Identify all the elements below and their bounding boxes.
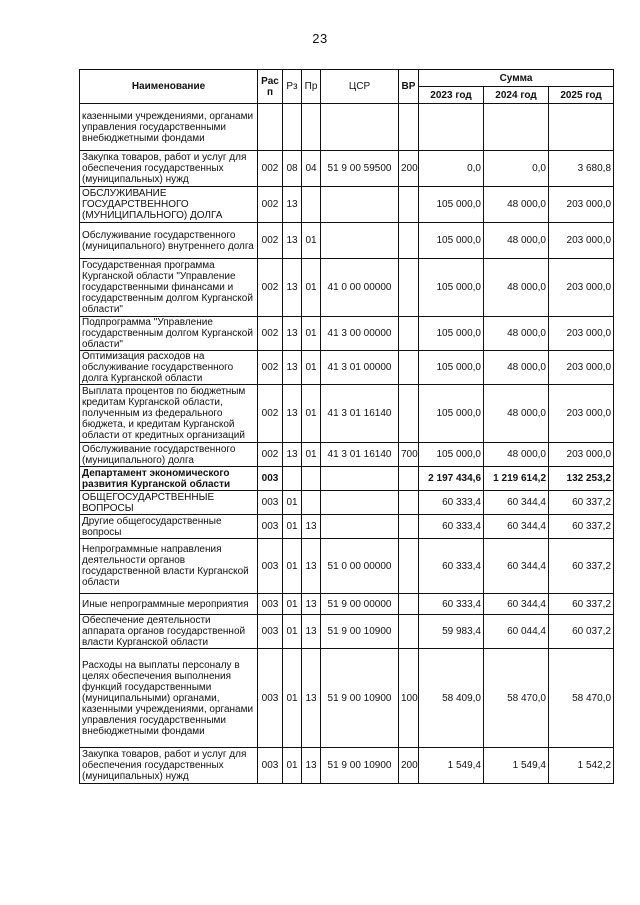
cell-name: Обслуживание государственного (муниципального) долга: [80, 443, 258, 467]
col-header-pr: Пр: [302, 70, 321, 104]
cell-y2023: 60 333,4: [419, 515, 484, 539]
table-row: [80, 539, 614, 594]
budget-table: [79, 69, 614, 784]
cell-name: казенными учреждениями, органами управления государственными внебюджетными фондами: [80, 104, 258, 151]
cell-y2025: 203 000,0: [549, 259, 614, 317]
cell-vr: [399, 594, 419, 615]
cell-csr: 51 9 00 10900: [321, 615, 399, 649]
cell-csr: 51 9 00 59500: [321, 151, 399, 187]
cell-rz: 13: [283, 351, 302, 385]
cell-y2024: 48 000,0: [484, 187, 549, 223]
col-header-ras: Рас п: [258, 70, 283, 104]
cell-ras: 002: [258, 187, 283, 223]
cell-rz: 01: [283, 748, 302, 784]
cell-y2025: 58 470,0: [549, 649, 614, 748]
cell-name: Иные непрограммные мероприятия: [80, 594, 258, 615]
cell-name: Расходы на выплаты персоналу в целях обеспечения выполнения функций государственными (муниципальными) органами, казенными учреждениями, органами управления государственными внебюджетными фондами: [80, 649, 258, 748]
cell-pr: 01: [302, 317, 321, 351]
cell-name: Другие общегосударственные вопросы: [80, 515, 258, 539]
cell-csr: [321, 467, 399, 491]
cell-pr: 13: [302, 748, 321, 784]
cell-y2025: 1 542,2: [549, 748, 614, 784]
cell-y2025: 60 337,2: [549, 539, 614, 594]
cell-y2025: 132 253,2: [549, 467, 614, 491]
cell-y2023: 105 000,0: [419, 187, 484, 223]
table-row: [80, 467, 614, 491]
cell-vr: [399, 539, 419, 594]
cell-y2023: 105 000,0: [419, 385, 484, 443]
cell-pr: 13: [302, 594, 321, 615]
cell-pr: 13: [302, 515, 321, 539]
cell-csr: [321, 491, 399, 515]
cell-y2025: 203 000,0: [549, 443, 614, 467]
col-header-2025: 2025 год: [549, 87, 614, 104]
cell-pr: 13: [302, 615, 321, 649]
cell-csr: 51 9 00 00000: [321, 594, 399, 615]
cell-y2023: 105 000,0: [419, 223, 484, 259]
cell-y2025: 60 037,2: [549, 615, 614, 649]
cell-y2025: 3 680,8: [549, 151, 614, 187]
table-row: [80, 187, 614, 223]
cell-ras: 003: [258, 467, 283, 491]
cell-y2023: 60 333,4: [419, 594, 484, 615]
table-row: [80, 748, 614, 784]
cell-vr: [399, 515, 419, 539]
cell-csr: 51 9 00 10900: [321, 748, 399, 784]
cell-y2024: 60 044,4: [484, 615, 549, 649]
cell-rz: 13: [283, 385, 302, 443]
cell-y2024: 60 344,4: [484, 594, 549, 615]
cell-csr: 41 3 01 16140: [321, 385, 399, 443]
col-header-vr: ВР: [399, 70, 419, 104]
cell-csr: 51 9 00 10900: [321, 649, 399, 748]
cell-y2024: 48 000,0: [484, 259, 549, 317]
cell-name: Закупка товаров, работ и услуг для обеспечения государственных (муниципальных) нужд: [80, 748, 258, 784]
table-row: [80, 259, 614, 317]
cell-ras: 002: [258, 385, 283, 443]
cell-rz: 13: [283, 223, 302, 259]
cell-csr: [321, 187, 399, 223]
cell-vr: [399, 351, 419, 385]
cell-csr: [321, 104, 399, 151]
cell-ras: 003: [258, 539, 283, 594]
cell-y2024: 60 344,4: [484, 539, 549, 594]
cell-csr: [321, 223, 399, 259]
cell-y2023: 58 409,0: [419, 649, 484, 748]
cell-vr: [399, 491, 419, 515]
cell-rz: 01: [283, 649, 302, 748]
cell-y2025: 203 000,0: [549, 223, 614, 259]
cell-vr: [399, 615, 419, 649]
col-header-csr: ЦСР: [321, 70, 399, 104]
cell-csr: 41 3 01 00000: [321, 351, 399, 385]
cell-ras: 003: [258, 594, 283, 615]
cell-name: Непрограммные направления деятельности органов государственной власти Курганской области: [80, 539, 258, 594]
cell-rz: 08: [283, 151, 302, 187]
cell-y2025: 60 337,2: [549, 515, 614, 539]
table-row: [80, 515, 614, 539]
cell-name: Обслуживание государственного (муниципального) внутреннего долга: [80, 223, 258, 259]
cell-y2025: 60 337,2: [549, 491, 614, 515]
table-row: [80, 223, 614, 259]
cell-csr: 41 3 00 00000: [321, 317, 399, 351]
cell-name: Государственная программа Курганской области "Управление государственными финансами и государственным долгом Курганской области": [80, 259, 258, 317]
col-header-2024: 2024 год: [484, 87, 549, 104]
table-row: [80, 649, 614, 748]
cell-pr: [302, 491, 321, 515]
cell-y2025: 60 337,2: [549, 594, 614, 615]
cell-name: Обеспечение деятельности аппарата органов государственной власти Курганской области: [80, 615, 258, 649]
cell-csr: 41 0 00 00000: [321, 259, 399, 317]
cell-vr: 200: [399, 151, 419, 187]
table-row: [80, 491, 614, 515]
cell-name: Закупка товаров, работ и услуг для обеспечения государственных (муниципальных) нужд: [80, 151, 258, 187]
table-row: [80, 351, 614, 385]
cell-rz: 13: [283, 317, 302, 351]
table-row: [80, 443, 614, 467]
cell-ras: [258, 104, 283, 151]
cell-vr: 700: [399, 443, 419, 467]
cell-rz: 01: [283, 594, 302, 615]
header-row: [80, 70, 614, 87]
cell-pr: 01: [302, 385, 321, 443]
cell-pr: 04: [302, 151, 321, 187]
cell-vr: [399, 259, 419, 317]
table-row: [80, 151, 614, 187]
cell-ras: 002: [258, 443, 283, 467]
cell-rz: 01: [283, 515, 302, 539]
cell-vr: [399, 104, 419, 151]
cell-y2024: 60 344,4: [484, 515, 549, 539]
cell-name: Департамент экономического развития Курганской области: [80, 467, 258, 491]
cell-y2024: 48 000,0: [484, 223, 549, 259]
cell-y2024: 48 000,0: [484, 317, 549, 351]
cell-pr: 13: [302, 539, 321, 594]
cell-vr: [399, 385, 419, 443]
col-header-rz: Рз: [283, 70, 302, 104]
cell-y2023: [419, 104, 484, 151]
cell-y2023: 2 197 434,6: [419, 467, 484, 491]
cell-y2023: 59 983,4: [419, 615, 484, 649]
cell-y2024: 0,0: [484, 151, 549, 187]
cell-y2023: 105 000,0: [419, 351, 484, 385]
cell-vr: [399, 467, 419, 491]
cell-ras: 002: [258, 259, 283, 317]
cell-name: Оптимизация расходов на обслуживание государственного долга Курганской области: [80, 351, 258, 385]
cell-rz: 01: [283, 491, 302, 515]
cell-csr: 51 0 00 00000: [321, 539, 399, 594]
cell-pr: [302, 104, 321, 151]
cell-rz: 13: [283, 443, 302, 467]
cell-ras: 003: [258, 515, 283, 539]
cell-rz: [283, 467, 302, 491]
cell-vr: 100: [399, 649, 419, 748]
cell-vr: [399, 317, 419, 351]
cell-y2024: 48 000,0: [484, 351, 549, 385]
cell-ras: 003: [258, 748, 283, 784]
cell-y2024: 48 000,0: [484, 443, 549, 467]
cell-name: Выплата процентов по бюджетным кредитам Курганской области, полученным из федерального бюджета, и кредитам Курганской области от кредитных организаций: [80, 385, 258, 443]
cell-y2024: 60 344,4: [484, 491, 549, 515]
cell-y2025: 203 000,0: [549, 187, 614, 223]
cell-ras: 003: [258, 649, 283, 748]
cell-name: ОБСЛУЖИВАНИЕ ГОСУДАРСТВЕННОГО (МУНИЦИПАЛЬНОГО) ДОЛГА: [80, 187, 258, 223]
cell-vr: 200: [399, 748, 419, 784]
cell-name: ОБЩЕГОСУДАРСТВЕННЫЕ ВОПРОСЫ: [80, 491, 258, 515]
cell-y2025: 203 000,0: [549, 317, 614, 351]
col-header-2023: 2023 год: [419, 87, 484, 104]
cell-pr: 01: [302, 259, 321, 317]
cell-pr: 01: [302, 351, 321, 385]
cell-pr: 01: [302, 443, 321, 467]
cell-ras: 003: [258, 615, 283, 649]
table-row: [80, 615, 614, 649]
cell-y2024: 1 549,4: [484, 748, 549, 784]
cell-y2023: 105 000,0: [419, 443, 484, 467]
cell-y2025: 203 000,0: [549, 385, 614, 443]
page-number: 23: [312, 31, 328, 46]
cell-y2023: 105 000,0: [419, 317, 484, 351]
cell-ras: 002: [258, 317, 283, 351]
table-row: [80, 104, 614, 151]
cell-ras: 002: [258, 151, 283, 187]
cell-y2024: [484, 104, 549, 151]
table-row: [80, 385, 614, 443]
cell-ras: 002: [258, 351, 283, 385]
cell-y2024: 48 000,0: [484, 385, 549, 443]
cell-vr: [399, 223, 419, 259]
cell-pr: 01: [302, 223, 321, 259]
cell-y2023: 1 549,4: [419, 748, 484, 784]
cell-pr: 13: [302, 649, 321, 748]
cell-rz: 13: [283, 259, 302, 317]
cell-ras: 003: [258, 491, 283, 515]
col-header-sum: Сумма: [419, 70, 614, 87]
cell-csr: [321, 515, 399, 539]
cell-rz: 13: [283, 187, 302, 223]
cell-rz: 01: [283, 615, 302, 649]
table-row: [80, 594, 614, 615]
cell-ras: 002: [258, 223, 283, 259]
cell-y2025: 203 000,0: [549, 351, 614, 385]
cell-pr: [302, 187, 321, 223]
cell-y2024: 1 219 614,2: [484, 467, 549, 491]
cell-y2023: 60 333,4: [419, 491, 484, 515]
cell-vr: [399, 187, 419, 223]
cell-csr: 41 3 01 16140: [321, 443, 399, 467]
table-row: [80, 317, 614, 351]
cell-y2024: 58 470,0: [484, 649, 549, 748]
col-header-name: Наименование: [80, 70, 258, 104]
cell-name: Подпрограмма "Управление государственным долгом Курганской области": [80, 317, 258, 351]
cell-y2025: [549, 104, 614, 151]
cell-pr: [302, 467, 321, 491]
cell-rz: 01: [283, 539, 302, 594]
cell-y2023: 60 333,4: [419, 539, 484, 594]
cell-y2023: 105 000,0: [419, 259, 484, 317]
cell-rz: [283, 104, 302, 151]
cell-y2023: 0,0: [419, 151, 484, 187]
